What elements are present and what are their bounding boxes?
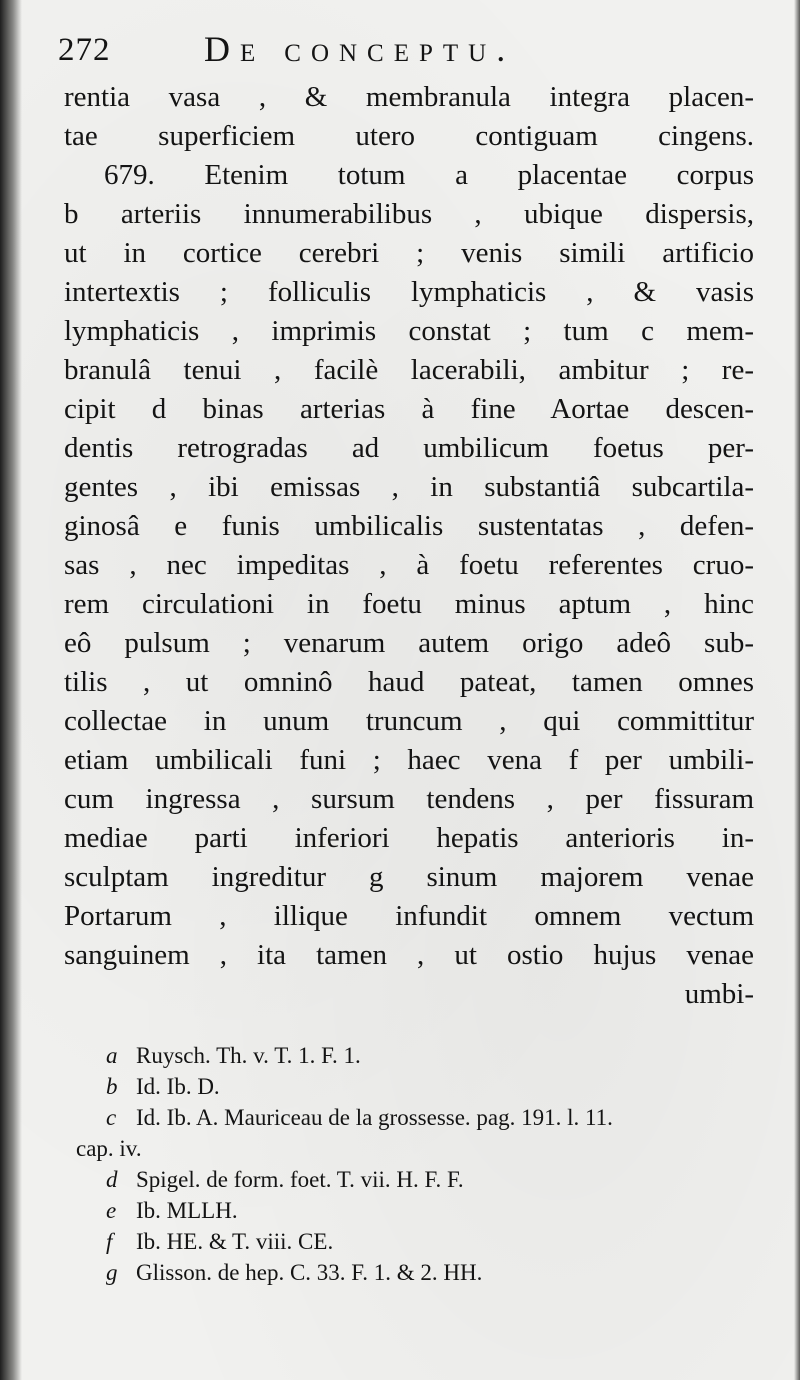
catchword: umbi- [684, 978, 754, 1010]
footnote-text: Ib. MLLH. [136, 1198, 238, 1223]
text-line: ginosâ e funis umbilicalis sustentatas , defen- [64, 510, 754, 542]
text-line: sanguinem , ita tamen , ut ostio hujus venae [64, 939, 754, 971]
footnote-mark: e [106, 1198, 117, 1223]
footnote-mark: b [106, 1074, 118, 1099]
footnote-text: Ib. HE. & T. viii. CE. [136, 1229, 334, 1254]
footnote-mark: a [106, 1043, 118, 1068]
footnote-mark: g [106, 1260, 118, 1285]
footnote [72, 1195, 762, 1226]
text-line: rentia vasa , & membranula integra placen- [64, 81, 754, 113]
text-line: Portarum , illique infundit omnem vectum [64, 900, 754, 932]
page-number: 272 [58, 32, 111, 68]
footnote-text: Ruysch. Th. v. T. 1. F. 1. [136, 1043, 361, 1068]
footnote-mark: d [106, 1167, 118, 1192]
text-line: cum ingressa , sursum tendens , per fissuram [64, 783, 754, 815]
footnote [72, 1040, 762, 1071]
footnote-continuation [72, 1133, 762, 1164]
text-line: cipit d binas arterias à fine Aortae descen- [64, 393, 754, 425]
text-line: etiam umbilicali funi ; haec vena f per umbili- [64, 744, 754, 776]
text-line: tae superficiem utero contiguam cingens. [64, 120, 754, 152]
body-text [64, 78, 754, 1014]
paragraph-start-line: 679. Etenim totum a placentae corpus [104, 159, 754, 191]
text-line: tilis , ut omninô haud pateat, tamen omnes [64, 666, 754, 698]
footnote-text: Spigel. de form. foet. T. vii. H. F. F. [136, 1167, 464, 1192]
footnote-text: Id. Ib. A. Mauriceau de la grossesse. pag. 191. l. 11. [136, 1105, 613, 1130]
footnote [72, 1226, 762, 1257]
text-line: gentes , ibi emissas , in substantiâ subcartila- [64, 471, 754, 503]
footnote [72, 1164, 762, 1195]
text-line: b arteriis innumerabilibus , ubique dispersis, [64, 198, 754, 230]
footnote-text: Id. Ib. D. [136, 1074, 220, 1099]
footnote [72, 1257, 762, 1288]
text-line: mediae parti inferiori hepatis anterioris in- [64, 822, 754, 854]
text-line: sas , nec impeditas , à foetu referentes cruo- [64, 549, 754, 581]
running-head: De conceptu. [204, 29, 516, 69]
footnote [72, 1071, 762, 1102]
text-line: eô pulsum ; venarum autem origo adeô sub- [64, 627, 754, 659]
footnote [72, 1102, 762, 1133]
footnote-text: Glisson. de hep. C. 33. F. 1. & 2. HH. [136, 1260, 483, 1285]
footnote-mark: f [106, 1229, 113, 1254]
text-line: branulâ tenui , facilè lacerabili, ambitur ; re- [64, 354, 754, 386]
text-line: dentis retrogradas ad umbilicum foetus per- [64, 432, 754, 464]
page-header [58, 28, 778, 72]
text-line: collectae in unum truncum , qui committitur [64, 705, 754, 737]
text-line: sculptam ingreditur g sinum majorem venae [64, 861, 754, 893]
footnotes [72, 1040, 762, 1288]
text-line: rem circulationi in foetu minus aptum , hinc [64, 588, 754, 620]
text-line: lymphaticis , imprimis constat ; tum c mem- [64, 315, 754, 347]
footnote-mark: c [106, 1105, 117, 1130]
text-line: ut in cortice cerebri ; venis simili artificio [64, 237, 754, 269]
footnote-text: cap. iv. [76, 1136, 142, 1161]
text-line: intertextis ; folliculis lymphaticis , & vasis [64, 276, 754, 308]
